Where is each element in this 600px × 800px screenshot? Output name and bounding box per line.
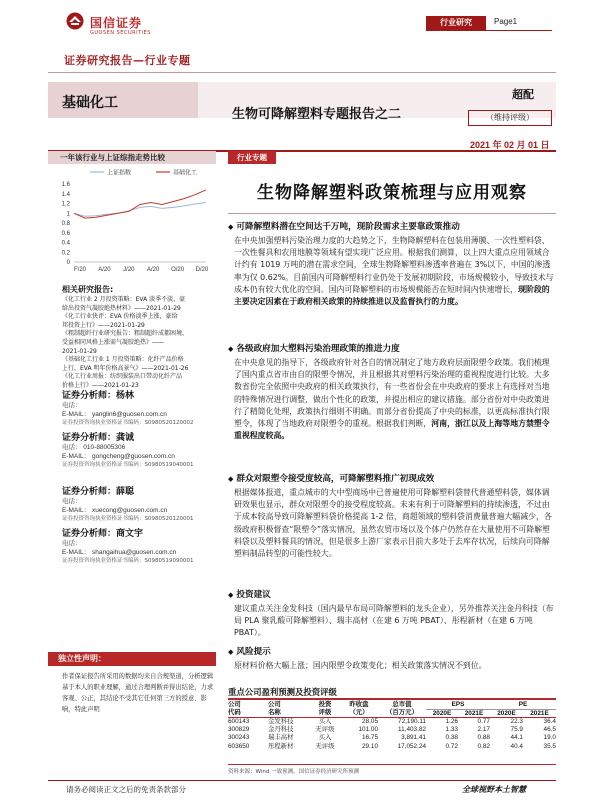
related-report-line: 《化工行业快评：EVA 价格淡季上涨，豪给 [62, 313, 178, 321]
rating: 超配 [512, 88, 534, 101]
section-heading: ◆ 群众对限塑令接受度较高，可降解塑料推广初现成效 [228, 472, 434, 484]
y-tick-label: 0.2 [61, 250, 70, 257]
table-source: 资料来源：Wind 一致预测，国信证券经济研究所预测 [228, 769, 360, 775]
th2: 代码 [228, 709, 268, 718]
disclaimer-title: 独立性声明： [48, 652, 216, 666]
th2: 2021E [523, 709, 556, 718]
brand-logo-icon [66, 12, 84, 30]
divider [228, 698, 556, 700]
th2: 名称 [268, 709, 310, 718]
table-cell: 1.26 [445, 718, 458, 725]
table-cell: 0.38 [445, 734, 458, 742]
divider [426, 30, 552, 31]
table-row [228, 734, 556, 742]
analyst-name: 证券分析师：龚诚 [62, 433, 135, 443]
analyst-cert: 证券投资咨询执业资格证书编码：S0980520120001 [62, 516, 194, 522]
th-mktcap: 总市值 [392, 701, 412, 709]
footer-disclaimer: 请务必阅读正文之后的免责条款部分 [66, 785, 186, 794]
section-heading: ◆ 可降解塑料潜在空间达千万吨，现阶段需求主要靠政策推动 [228, 220, 460, 232]
section-heading: ◆ 风险提示 [228, 645, 271, 657]
divider [228, 213, 556, 214]
y-tick-label: 0 [66, 260, 70, 266]
related-report-line: 《化工行业 2 月投资策略：EVA 淡季不淡，豪 [62, 296, 186, 303]
y-tick-label: 0.8 [61, 221, 70, 227]
body-emphasis: 河南，浙江以及上海等地方禁塑令重视程度较高。 [234, 419, 550, 441]
y-tick-label: 0.6 [61, 230, 70, 237]
body-text: 在中央意见的指导下，各级政府针对各自的情况制定了地方政府层面限塑令政策。我们梳理了国内重点省市由自的限塑令情况，并且根据其对塑料污染治理的重视程度进行比较。大多数省份完全依照中央政府的相关政策执行，有一些省份会在中央政府的要求上有选择对当地的特殊情况进行调整，做出个性化的政策，并提出相应的建议措施。部分省份对中央政策进行了精简化处理，政策执行细则不明确。而部分省份提高了中央的标准，以更高标准执行限塑令，体现了当地政府对限塑令的重视。根据我们判断， [234, 358, 550, 429]
table-cell: 28.05 [362, 718, 378, 725]
th2: （百万元） [378, 709, 426, 718]
legend-label: 上证指数 [107, 169, 132, 177]
body-text: 原材料价格大幅上涨；国内限塑令政策变化；相关政策落实情况不到位。 [234, 661, 487, 670]
table-cell: 0.88 [477, 734, 490, 742]
table-cell: 35.5 [543, 742, 556, 750]
table-cell: 600143 [228, 718, 250, 725]
research-tag: 行业研究 [426, 16, 486, 30]
series-title: 生物可降解塑料专题报告之二 [232, 107, 402, 122]
th2: 2021E [458, 709, 490, 718]
related-report-line: 2021-01-29 [62, 347, 97, 355]
chart-title: 一年该行业与上证综指走势比较 [48, 151, 216, 164]
top-bar [426, 16, 552, 30]
footer-slogan: 全球视野本土智慧 [462, 785, 526, 794]
related-report-line: 邦投资上行》——2021-01-29 [62, 321, 145, 329]
analyst-email[interactable]: E-MAIL： xuecong@guosen.com.cn [62, 507, 168, 514]
y-tick-label: 1.6 [61, 182, 70, 188]
x-tick-label: J/20 [123, 267, 135, 273]
table-cell: 彤程新材 [268, 742, 294, 750]
table-cell: 17,052.24 [397, 742, 426, 750]
table-cell: 40.4 [510, 742, 523, 750]
section-body [234, 660, 556, 672]
analyst-name: 证券分析师：商文宇 [62, 529, 144, 539]
analyst-cert: 证券投资咨询执业资格证书编码：S0980520120002 [62, 420, 194, 426]
section-body [234, 235, 556, 308]
related-report-line: 《化工行业周报：纺织服装出口带动化纤产品 [62, 373, 183, 381]
th-eps: EPS [426, 701, 490, 709]
table-cell: 金丹科技 [268, 726, 294, 734]
table-cell: 金发科技 [268, 718, 294, 725]
table-row [228, 743, 556, 751]
table-cell: 29.10 [362, 742, 378, 750]
table-cell: 22.3 [510, 718, 523, 725]
section-body [234, 603, 556, 640]
body-text: 建议重点关注金发科技（国内最早布局可降解塑料的龙头企业），另外推荐关注金丹科技（布局 PLA 聚乳酸可降解塑料）、瑞丰高材（在建 6 万吨 PBAT）、彤程新材（在建 6 万吨 PBAT）。 [234, 604, 554, 638]
x-tick-label: O/20 [171, 267, 185, 273]
table-cell: 11,403.82 [398, 726, 426, 734]
divider [228, 764, 556, 765]
section-heading: ◆ 投资建议 [228, 588, 271, 600]
section-body [234, 357, 556, 442]
th-pe: PE [490, 701, 556, 709]
analyst-card [62, 388, 222, 427]
analyst-name: 证券分析师：杨林 [62, 391, 135, 401]
table-title: 重点公司盈利预测及投资评级 [228, 687, 337, 697]
x-tick-label: A/20 [147, 267, 160, 273]
table-cell: 瑞丰高材 [268, 734, 294, 742]
th-close: 昨收盘 [349, 701, 369, 709]
analyst-cert: 证券投资咨询执业资格证书编码：S0980519090001 [62, 558, 194, 564]
table-cell: 无评级 [315, 726, 335, 734]
brand-name: 国信证券 [90, 16, 143, 30]
x-tick-label: F/20 [73, 267, 87, 273]
table-cell: 72,190.11 [398, 718, 426, 725]
analyst-phone: 电话： [62, 498, 82, 505]
table-cell: 买入 [318, 718, 332, 725]
table-cell: 36.4 [543, 718, 556, 725]
analyst-email[interactable]: E-MAIL： shangaihua@guosen.com.cn [62, 549, 177, 556]
page-number: Page1 [494, 17, 518, 26]
section-heading: ◆ 各级政府加大塑料污染治理政策的推进力度 [228, 342, 400, 354]
table-cell: 16.75 [362, 734, 378, 742]
table-cell: 44.1 [510, 734, 523, 742]
divider [48, 780, 556, 781]
related-report-line: 价格上行》——2021-01-23 [62, 381, 139, 389]
table-cell: 无评级 [315, 742, 335, 750]
report-type: 证券研究报告—行业专题 [64, 54, 191, 67]
industry-index-chart [48, 166, 216, 276]
main-title: 生物降解塑料政策梳理与应用观察 [257, 183, 527, 203]
analyst-card [62, 484, 222, 523]
th-rating: 投资 [318, 701, 332, 709]
x-tick-label: A/20 [98, 267, 111, 273]
y-tick-label: 1.2 [61, 201, 70, 208]
table-cell: 75.9 [510, 726, 523, 734]
analyst-phone: 电话： 010-88005306 [62, 444, 126, 451]
disclaimer-text: 作者保证报告所采用的数据均来自合规渠道，分析逻辑基于本人的职业理解，通过合理判断并得出结论，力求客观、公正，其结论不受其它任何第三方的授意、影响，特此声明 [62, 673, 214, 713]
table-cell: 19.0 [543, 734, 556, 742]
table-row [228, 718, 556, 727]
analyst-card [62, 526, 222, 565]
legend-label: 基础化工 [173, 169, 198, 177]
th2: 评级 [310, 709, 340, 718]
series-line [74, 190, 206, 218]
th2: 2020E [426, 709, 458, 718]
table-cell: 0.82 [477, 742, 490, 750]
related-reports-list [62, 296, 222, 391]
analyst-phone: 电话： [62, 402, 82, 409]
analyst-card [62, 430, 222, 469]
industry-name: 基础化工 [62, 95, 118, 111]
body-text: 在中央加强塑料污染治理力度的大趋势之下，生物降解塑料在包装用薄膜、一次性塑料袋、一次性餐具和农用地膜等领域有望实现广泛应用。根据我们测算，以上四大重点应用领域合计约有 1019 万吨的潜在需求空间，全球生物降解塑料渗透率普遍在 3%以下，中国的渗透率为仅 0.62%。目前国内可降解塑料行业仍处于发展初期阶段，市场规模较小，导致技术与成本仍有较大优化的空间。国内可降解塑料的市场规模能否在短时间内快速增长， [234, 236, 554, 294]
divider [48, 72, 556, 73]
th-code: 公司 [228, 701, 241, 709]
related-report-line: 受益相同风格上涨需气凝胶绝热》—— [62, 338, 165, 346]
analyst-email[interactable]: E-MAIL： gongcheng@guosen.com.cn [62, 453, 175, 460]
analyst-phone: 电话： [62, 540, 82, 547]
table-cell: 0.77 [477, 718, 490, 725]
report-date: 2021 年 02 月 01 日 [470, 140, 550, 150]
x-tick-label: D/20 [195, 267, 209, 273]
th2: （元） [340, 709, 378, 718]
table-cell: 0.72 [445, 742, 458, 750]
table-cell: 3,891.41 [401, 734, 426, 742]
th-name: 公司 [268, 701, 281, 709]
y-tick-label: 1 [66, 211, 70, 218]
table-cell: 46.5 [543, 726, 556, 734]
section-body [234, 487, 556, 560]
analyst-name: 证券分析师：薛聪 [62, 487, 135, 497]
table-cell: 300829 [228, 726, 250, 734]
rating-sub: （维持评级） [468, 110, 552, 126]
th2: 2020E [490, 709, 523, 718]
table-cell: 101.00 [358, 726, 378, 734]
related-reports-title: 相关研究报告: [62, 285, 114, 294]
section-tag: 行业专题 [228, 151, 276, 164]
brand-logo [66, 10, 176, 44]
body-text: 根据媒体报道，重点城市的大中型商场中已普遍使用可降解塑料袋替代普通塑料袋，媒体调研效果也显示，群众对限塑令的接受程度较高。未来有利于可降解塑料的持续渗透，不过由于成本较高导致可降解塑料袋价格提高 1-2 倍，商超领域的塑料袋消费量普遍大幅减少，各级政府积极督查“限塑令”落实情况，虽然农贸市场以及个体户仍然存在大量使用不可降解塑料袋以及塑料餐具的情况，但是很多上游厂家表示目前大多处于去库存状况，后续向可降解塑料制品转型的可能性较大。 [234, 488, 552, 559]
table-cell: 300243 [228, 734, 250, 742]
table-cell: 买入 [318, 734, 332, 742]
analyst-cert: 证券投资咨询执业资格证书编码：S0980519040001 [62, 462, 194, 468]
forecast-table [228, 701, 556, 751]
table-cell: 1.33 [445, 726, 458, 734]
related-report-line: 给出投资气凝胶绝热材料》——2021-01-29 [62, 304, 181, 312]
body-emphasis: 现阶段的主要决定因素在于政府相关政策的持续推进以及监督执行的力度。 [234, 284, 550, 307]
related-report-line: 上行，EVA 明年价格高景气》——2021-01-26 [62, 364, 189, 372]
related-report-line: 《粗制超纤行业研究报告：粗制超纤成都困境， [62, 330, 189, 338]
brand-name-en: GUOSEN SECURITIES [90, 30, 151, 36]
related-report-line: 《基础化工行业 1 月投资策略：化纤产品价格 [62, 356, 184, 364]
y-tick-label: 0.4 [61, 240, 70, 247]
y-tick-label: 1.4 [61, 191, 70, 198]
analyst-email[interactable]: E-MAIL： yanglin6@guosen.com.cn [62, 411, 167, 418]
table-cell: 2.17 [477, 726, 490, 734]
table-cell: 603650 [228, 742, 250, 750]
